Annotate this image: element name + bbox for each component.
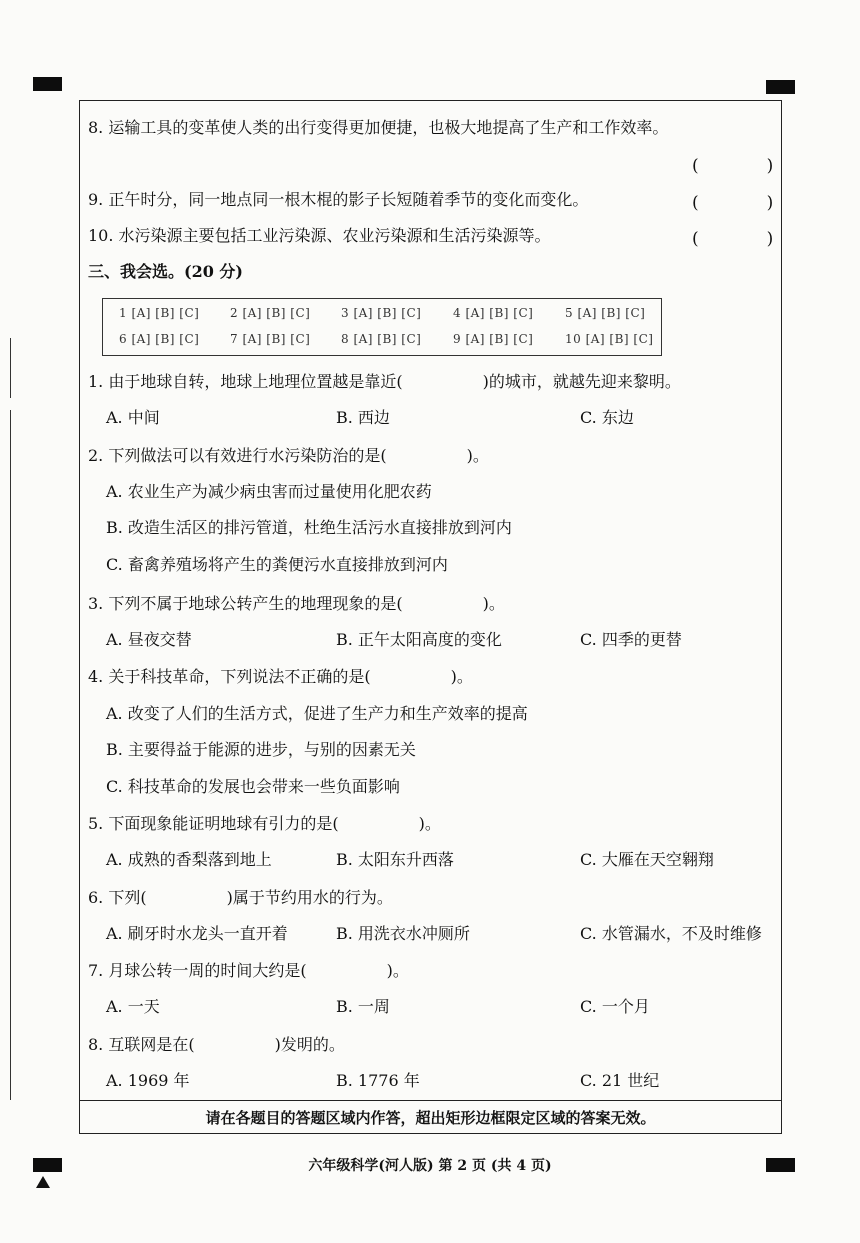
triangle-marker-icon <box>36 1176 50 1188</box>
answer-cell[interactable]: 4 [A] [B] [C] <box>453 306 534 320</box>
judge-item-8: 8. 运输工具的变革使人类的出行变得更加便捷，也极大地提高了生产和工作效率。 <box>88 118 669 137</box>
answer-card-grid <box>102 298 662 356</box>
judge-item-9: 9. 正午时分，同一地点同一根木棍的影子长短随着季节的变化而变化。 <box>88 190 589 209</box>
question-5: 5. 下面现象能证明地球有引力的是( )。 <box>88 814 441 833</box>
q4-option-b[interactable]: B. 主要得益于能源的进步，与别的因素无关 <box>106 740 416 759</box>
q8-option-c[interactable]: C. 21 世纪 <box>580 1071 660 1090</box>
q5-option-b[interactable]: B. 太阳东升西落 <box>336 850 454 869</box>
question-1: 1. 由于地球自转，地球上地理位置越是靠近( )的城市，就越先迎来黎明。 <box>88 372 681 391</box>
q7-option-a[interactable]: A. 一天 <box>106 997 160 1016</box>
question-4: 4. 关于科技革命，下列说法不正确的是( )。 <box>88 667 473 686</box>
question-6: 6. 下列( )属于节约用水的行为。 <box>88 888 393 907</box>
answer-cell[interactable]: 1 [A] [B] [C] <box>119 306 200 320</box>
question-7: 7. 月球公转一周的时间大约是( )。 <box>88 961 409 980</box>
q2-option-a[interactable]: A. 农业生产为减少病虫害而过量使用化肥农药 <box>106 482 432 501</box>
section-heading: 三、我会选。(20 分) <box>88 262 243 281</box>
judge-item-8-paren[interactable]: ( ) <box>692 156 774 176</box>
q1-option-a[interactable]: A. 中间 <box>106 408 160 427</box>
q2-option-c[interactable]: C. 畜禽养殖场将产生的粪便污水直接排放到河内 <box>106 555 448 574</box>
judge-item-9-paren[interactable]: ( ) <box>692 193 774 213</box>
q1-option-b[interactable]: B. 西边 <box>336 408 390 427</box>
q3-option-b[interactable]: B. 正午太阳高度的变化 <box>336 630 502 649</box>
answer-cell[interactable]: 3 [A] [B] [C] <box>341 306 422 320</box>
q3-option-c[interactable]: C. 四季的更替 <box>580 630 682 649</box>
q7-option-c[interactable]: C. 一个月 <box>580 997 650 1016</box>
judge-item-10-paren[interactable]: ( ) <box>692 229 774 249</box>
q1-option-c[interactable]: C. 东边 <box>580 408 634 427</box>
answer-cell[interactable]: 2 [A] [B] [C] <box>230 306 311 320</box>
answer-cell[interactable]: 8 [A] [B] [C] <box>341 332 422 346</box>
registration-mark-top-left <box>33 77 62 91</box>
q5-option-a[interactable]: A. 成熟的香梨落到地上 <box>106 850 272 869</box>
binding-line-lower <box>10 410 11 1100</box>
answer-cell[interactable]: 9 [A] [B] [C] <box>453 332 534 346</box>
answer-cell[interactable]: 7 [A] [B] [C] <box>230 332 311 346</box>
q4-option-a[interactable]: A. 改变了人们的生活方式，促进了生产力和生产效率的提高 <box>106 704 528 723</box>
q8-option-a[interactable]: A. 1969 年 <box>106 1071 190 1090</box>
answer-cell[interactable]: 6 [A] [B] [C] <box>119 332 200 346</box>
q6-option-c[interactable]: C. 水管漏水，不及时维修 <box>580 924 762 943</box>
q3-option-a[interactable]: A. 昼夜交替 <box>106 630 192 649</box>
page-footer: 六年级科学(河人版) 第 2 页 (共 4 页) <box>308 1158 552 1174</box>
answer-cell[interactable]: 10 [A] [B] [C] <box>565 332 654 346</box>
answer-frame <box>79 100 782 1134</box>
q6-option-a[interactable]: A. 刷牙时水龙头一直开着 <box>106 924 288 943</box>
answer-area-notice: 请在各题目的答题区域内作答，超出矩形边框限定区域的答案无效。 <box>80 1100 781 1133</box>
q5-option-c[interactable]: C. 大雁在天空翱翔 <box>580 850 714 869</box>
registration-mark-top-right <box>766 80 795 94</box>
q7-option-b[interactable]: B. 一周 <box>336 997 390 1016</box>
q8-option-b[interactable]: B. 1776 年 <box>336 1071 420 1090</box>
q4-option-c[interactable]: C. 科技革命的发展也会带来一些负面影响 <box>106 777 400 796</box>
answer-cell[interactable]: 5 [A] [B] [C] <box>565 306 646 320</box>
question-2: 2. 下列做法可以有效进行水污染防治的是( )。 <box>88 446 489 465</box>
q2-option-b[interactable]: B. 改造生活区的排污管道，杜绝生活污水直接排放到河内 <box>106 518 512 537</box>
question-3: 3. 下列不属于地球公转产生的地理现象的是( )。 <box>88 594 505 613</box>
q6-option-b[interactable]: B. 用洗衣水冲厕所 <box>336 924 470 943</box>
question-8: 8. 互联网是在( )发明的。 <box>88 1035 345 1054</box>
judge-item-10: 10. 水污染源主要包括工业污染源、农业污染源和生活污染源等。 <box>88 226 551 245</box>
binding-line-upper <box>10 338 11 398</box>
